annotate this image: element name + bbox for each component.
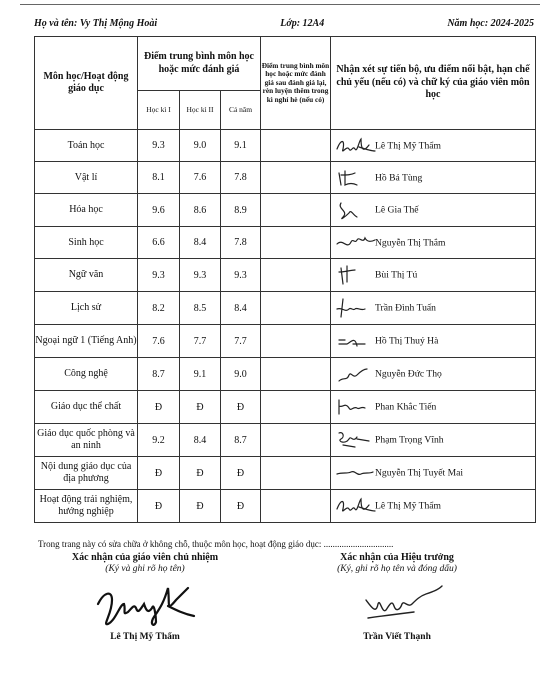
teacher-name: Nguyễn Thị Thắm — [375, 237, 446, 248]
average-column-header: Điểm trung bình môn học hoặc mức đánh giá — [138, 37, 261, 91]
term1-score: Đ — [138, 391, 180, 424]
term1-score: 9.3 — [138, 130, 180, 162]
year-score: 7.8 — [221, 227, 261, 259]
subject-column-header: Môn học/Hoạt động giáo dục — [35, 37, 138, 130]
teacher-name: Nguyễn Thị Tuyết Mai — [375, 467, 464, 479]
year-score: Đ — [221, 457, 261, 490]
retest-score — [261, 292, 331, 325]
year-score: Đ — [221, 490, 261, 523]
class-name: Lớp: 12A4 — [280, 18, 325, 29]
subject-cell: Sinh học — [35, 227, 138, 259]
retest-score — [261, 162, 331, 194]
year-score: Đ — [221, 391, 261, 424]
subject-cell: Công nghệ — [35, 358, 138, 391]
term1-score: 9.6 — [138, 194, 180, 227]
year-score: 8.9 — [221, 194, 261, 227]
teacher-signature — [335, 264, 377, 286]
subject-cell: Lịch sử — [35, 292, 138, 325]
teacher-signature — [335, 396, 377, 418]
term1-score: 6.6 — [138, 227, 180, 259]
teacher-cell — [331, 358, 536, 391]
term2-score: Đ — [180, 391, 221, 424]
comment-column-header: Nhận xét sự tiến bộ, ưu điểm nổi bật, hạn chế chủ yếu (nếu có) và chữ ký của giáo viên môn học — [331, 37, 536, 130]
principal-subtitle: (Ký, ghi rõ họ tên và đóng dấu) — [337, 564, 457, 574]
year-score: 7.7 — [221, 325, 261, 358]
principal-title: Xác nhận của Hiệu trưởng — [340, 552, 454, 563]
teacher-signature — [335, 232, 377, 254]
homeroom-subtitle: (Ký và ghi rõ họ tên) — [105, 564, 185, 574]
table-row — [35, 162, 536, 194]
teacher-signature — [335, 363, 377, 385]
teacher-cell — [331, 457, 536, 490]
subject-cell: Giáo dục quốc phòng và an ninh — [35, 424, 138, 457]
term1-score: 7.6 — [138, 325, 180, 358]
subject-cell: Ngữ văn — [35, 259, 138, 292]
retest-score — [261, 259, 331, 292]
teacher-name: Hồ Bá Tùng — [375, 172, 423, 183]
table-row — [35, 358, 536, 391]
term1-score: 8.2 — [138, 292, 180, 325]
retest-score — [261, 130, 331, 162]
term1-score: Đ — [138, 490, 180, 523]
grade-table — [34, 36, 536, 523]
retest-score — [261, 457, 331, 490]
teacher-name: Phan Khắc Tiến — [375, 401, 437, 413]
teacher-signature — [335, 297, 377, 319]
teacher-name: Lê Thị Mỹ Thẩm — [375, 500, 441, 512]
subject-cell: Nội dung giáo dục của địa phương — [35, 457, 138, 490]
retest-score — [261, 424, 331, 457]
term2-score: Đ — [180, 457, 221, 490]
term1-score: 8.1 — [138, 162, 180, 194]
year-score: 9.0 — [221, 358, 261, 391]
table-row — [35, 259, 536, 292]
homeroom-signature — [90, 574, 200, 632]
table-row — [35, 227, 536, 259]
table-row — [35, 424, 536, 457]
teacher-name: Nguyễn Đức Thọ — [375, 368, 442, 380]
teacher-name: Lê Gia Thế — [375, 204, 419, 216]
subject-cell: Hoạt động trải nghiệm, hướng nghiệp — [35, 490, 138, 523]
teacher-signature — [335, 462, 377, 484]
term1-header: Học kì I — [138, 91, 180, 130]
retest-score — [261, 325, 331, 358]
teacher-cell — [331, 162, 536, 194]
school-year: Năm học: 2024-2025 — [447, 18, 534, 29]
grade-table-body — [35, 130, 536, 523]
student-header — [34, 18, 534, 29]
term2-score: 9.1 — [180, 358, 221, 391]
teacher-cell — [331, 227, 536, 259]
table-row — [35, 130, 536, 162]
principal-signature — [342, 574, 452, 632]
teacher-cell — [331, 292, 536, 325]
subject-cell: Ngoại ngữ 1 (Tiếng Anh) — [35, 325, 138, 358]
term2-score: 8.4 — [180, 424, 221, 457]
table-row — [35, 490, 536, 523]
teacher-name: Trần Đình Tuấn — [375, 302, 436, 314]
year-score: 8.4 — [221, 292, 261, 325]
homeroom-signer: Lê Thị Mỹ Thẩm — [110, 632, 180, 642]
term2-score: 9.0 — [180, 130, 221, 162]
homeroom-confirmation — [30, 552, 260, 642]
principal-signer: Trần Viết Thạnh — [363, 632, 431, 642]
term1-score: 9.2 — [138, 424, 180, 457]
term2-score: 9.3 — [180, 259, 221, 292]
top-divider — [20, 4, 540, 5]
teacher-signature — [335, 167, 377, 189]
table-row — [35, 457, 536, 490]
teacher-cell — [331, 424, 536, 457]
year-score: 7.8 — [221, 162, 261, 194]
term2-score: 8.5 — [180, 292, 221, 325]
subject-cell: Toán học — [35, 130, 138, 162]
year-score: 8.7 — [221, 424, 261, 457]
teacher-cell — [331, 490, 536, 523]
retest-score — [261, 490, 331, 523]
term2-score: 8.6 — [180, 194, 221, 227]
principal-confirmation — [282, 552, 512, 642]
table-row — [35, 292, 536, 325]
term1-score: Đ — [138, 457, 180, 490]
teacher-signature — [335, 330, 377, 352]
retest-score — [261, 194, 331, 227]
teacher-signature — [335, 495, 377, 517]
correction-note: Trong trang này có sửa chữa ở không chỗ, thuộc môn học, hoạt động giáo dục: ............................... — [38, 539, 394, 549]
teacher-name: Hồ Thị Thuý Hà — [375, 335, 439, 347]
term2-score: 8.4 — [180, 227, 221, 259]
term2-score: 7.7 — [180, 325, 221, 358]
term1-score: 9.3 — [138, 259, 180, 292]
teacher-cell — [331, 391, 536, 424]
table-row — [35, 325, 536, 358]
term2-score: 7.6 — [180, 162, 221, 194]
term2-score: Đ — [180, 490, 221, 523]
year-score: 9.1 — [221, 130, 261, 162]
retest-score — [261, 227, 331, 259]
subject-cell: Giáo dục thể chất — [35, 391, 138, 424]
teacher-signature — [335, 429, 377, 451]
year-header: Cả năm — [221, 91, 261, 130]
homeroom-title: Xác nhận của giáo viên chủ nhiệm — [71, 552, 219, 563]
teacher-name: Phạm Trọng Vĩnh — [375, 434, 444, 446]
student-name: Họ và tên: Vy Thị Mộng Hoài — [34, 18, 158, 29]
teacher-name: Bùi Thị Tú — [375, 269, 418, 281]
term1-score: 8.7 — [138, 358, 180, 391]
subject-cell: Hóa học — [35, 194, 138, 227]
table-row — [35, 391, 536, 424]
teacher-cell — [331, 194, 536, 227]
teacher-signature — [335, 199, 377, 221]
teacher-name: Lê Thị Mỹ Thẩm — [375, 140, 441, 151]
year-score: 9.3 — [221, 259, 261, 292]
teacher-signature — [335, 135, 377, 157]
retest-column-header: Điểm trung bình môn học hoặc mức đánh giá sau đánh giá lại, rèn luyện thêm trong kì nghỉ hè (nếu có) — [261, 37, 331, 130]
teacher-cell — [331, 130, 536, 162]
retest-score — [261, 358, 331, 391]
subject-cell: Vật lí — [35, 162, 138, 194]
retest-score — [261, 391, 331, 424]
term2-header: Học kì II — [180, 91, 221, 130]
teacher-cell — [331, 325, 536, 358]
teacher-cell — [331, 259, 536, 292]
table-row — [35, 194, 536, 227]
